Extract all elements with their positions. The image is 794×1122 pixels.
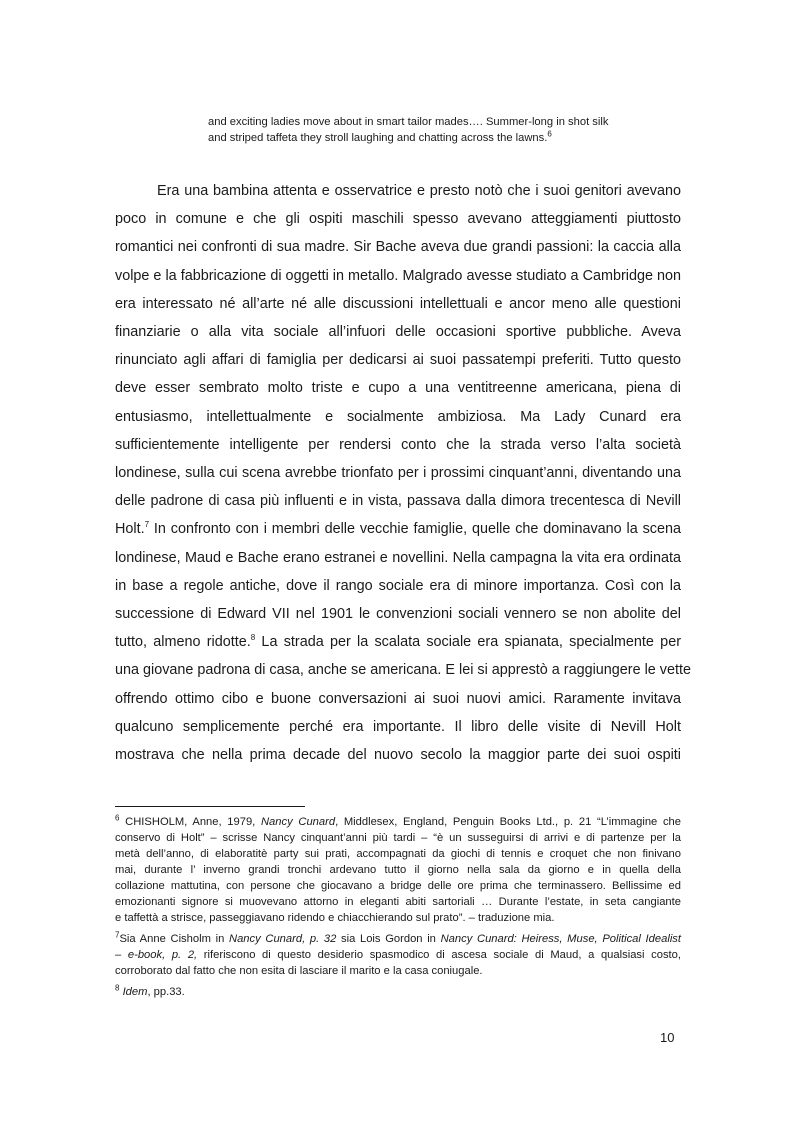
text-line: finanziarie o alla vita sociale all’infuori delle occasioni sportive pubbliche. Aveva — [115, 324, 681, 341]
text-line: offrendo ottimo cibo e buone conversazioni ai suoi nuovi amici. Raramente invitava — [115, 690, 681, 707]
text-line: Holt.$^7$ In confronto con i membri delle vecchie famiglie, quelle che dominavano la scena — [115, 520, 681, 538]
footnotes — [115, 814, 681, 1005]
footnote-7: $^7$Sia Anne Cisholm in Nancy Cunard, p. 32 sia Lois Gordon in Nancy Cunard: Heiress, Muse, Political Idealist – e-book, p. 2, riferiscono di questo desiderio spasmodico di ascesa sociale di Maud, a qualsiasi costo, corroborato dal fatto che non esita di lasciare il marito e la casa coniugale. — [115, 930, 682, 977]
body-paragraph — [115, 177, 691, 769]
footnote-ref[interactable]: 6 — [547, 129, 552, 139]
text-line: volpe e la fabbricazione di oggetti in metallo. Malgrado avesse studiato a Cambridge non — [115, 267, 681, 284]
text-line: poco in comune e che gli ospiti maschili spesso avevano atteggiamenti piuttosto — [115, 211, 681, 228]
text-line: successione di Edward VII nel 1901 le convenzioni sociali vennero se non abolite del — [115, 606, 681, 623]
text-line: romantici nei confronti di sua madre. Sir Bache aveva due grandi passioni: la caccia alla — [115, 239, 681, 256]
footnote-8: $^8$ Idem, pp.33. — [115, 983, 185, 998]
text-line: in base a regole antiche, dove il rango sociale era di minore importanza. Così con la — [115, 577, 681, 594]
block-quote — [208, 114, 678, 146]
text-line: qualcuno semplicemente perché era importante. Il libro delle visite di Nevill Holt — [115, 718, 681, 735]
text-line: rinunciato agli affari di famiglia per dedicarsi ai suoi passatempi preferiti. Tutto questo — [115, 352, 681, 369]
text-line: deve esser sembrato molto triste e cupo a una ventitreenne americana, piena di — [115, 380, 681, 397]
footnote-ref[interactable]: 7 — [144, 520, 150, 530]
text-line: tutto, almeno ridotte.$^8$ La strada per la scalata sociale era spianata, specialmente per — [115, 633, 681, 651]
footnote-6: $^6$ CHISHOLM, Anne, 1979, Nancy Cunard, Middlesex, England, Penguin Books Ltd., p. 21 “L’immagine che conservo di Holt” – scrisse Nancy cinquant’anni più tardi – “è un susseguirsi di arrivi e di partenze per la metà dell’anno, di elaboratitè party sui prati, accompagnati da giochi di tennis e croquet che non finivano mai, durante l’ inverno grandi tronchi ardevano tutto il giorno nella sala da giorno e in quella della collazione mattutina, con persone che giocavano a bridge delle ore prima che terminassero. Bellissime ed emozionanti signore si muovevano attorno in eleganti abiti sartoriali … Durante l’estate, in seta cangiante e taffettà a strisce, passeggiavano ridendo e chiacchierando sul prato”. – traduzione mia. — [115, 813, 682, 924]
text-line: mostrava che nella prima decade del nuovo secolo la maggior parte dei suoi ospiti — [115, 747, 681, 764]
text-line: era interessato né all’arte né alle discussioni intellettuali e ancor meno alle questioni — [115, 295, 681, 312]
footnote-separator — [115, 806, 305, 807]
text-line: londinese, Maud e Bache erano estranei e novellini. Nella campagna la vita era ordinata — [115, 549, 681, 566]
page-number: 10 — [660, 1030, 675, 1045]
footnote-ref[interactable]: 8 — [250, 633, 256, 643]
text-line: entusiasmo, intellettualmente e socialmente ambiziosa. Ma Lady Cunard era — [115, 408, 681, 425]
text-line: Era una bambina attenta e osservatrice e presto notò che i suoi genitori avevano — [157, 183, 681, 199]
quote-line: and striped taffeta they stroll laughing and chatting across the lawns.$^6$ — [208, 129, 552, 144]
text-line: delle padrone di casa più influenti e in vista, passava dalla dimora trecentesca di Nevill — [115, 493, 681, 510]
text-line: sufficientemente intelligente per rendersi conto che la strada verso l’alta società — [115, 436, 681, 453]
text-line: una giovane padrona di casa, anche se americana. E lei si apprestò a raggiungere le vette — [115, 662, 691, 679]
text-line: londinese, sulla cui scena avrebbe trionfato per i prossimi cinquant’anni, diventando una — [115, 465, 681, 482]
quote-line: and exciting ladies move about in smart tailor mades…. Summer-long in shot silk — [208, 116, 609, 128]
